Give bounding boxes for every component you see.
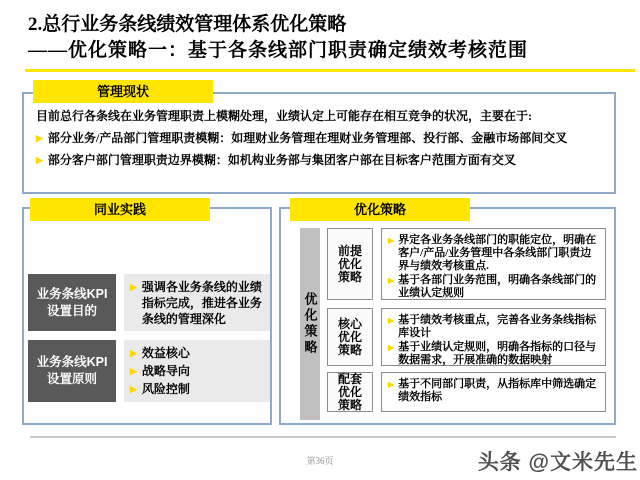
bullet-arrow-icon: ▶ [130, 384, 137, 394]
kpi-principle-header-line1: 业务条线KPI [36, 355, 108, 369]
core-strategy-label-line: 核心 [337, 316, 362, 331]
supporting-strategy-bullet: 基于不同部门职责，从指标库中筛选确定绩效指标 [398, 378, 597, 403]
current-status-content [24, 94, 614, 170]
kpi-principle-bullet: 风险控制 [141, 382, 190, 396]
bullet-arrow-icon: ▶ [388, 343, 395, 352]
bullet-arrow-icon: ▶ [388, 276, 395, 285]
list-item [36, 150, 606, 170]
section-label-optimization: 优化策略 [290, 198, 470, 221]
list-item [388, 274, 599, 300]
core-strategy-bullet: 基于业绩认定规则，明确各指标的口径与数据需求，开展准确的数据映射 [398, 341, 597, 366]
optimization-panel [279, 207, 616, 425]
core-strategy-label-line: 优化 [337, 329, 362, 344]
bullet-arrow-icon: ▶ [36, 133, 43, 143]
current-status-bullet: 部分业务/产品部门管理职责模糊：如理财业务管理在理财业务管理部、投行部、金融市场部间交叉 [47, 131, 568, 145]
list-item [388, 234, 599, 273]
kpi-principle-header-line2: 设置原则 [46, 372, 97, 386]
kpi-principle-header [28, 340, 116, 402]
kpi-purpose-content [124, 274, 270, 331]
kpi-purpose-header [28, 274, 116, 331]
kpi-principle-bullet: 战略导向 [141, 364, 190, 378]
page-title-line2: ——优化策略一：基于各条线部门职责确定绩效考核范围 [28, 40, 529, 61]
list-item [36, 128, 606, 148]
bullet-arrow-icon: ▶ [388, 236, 395, 245]
core-strategy-label-line: 策略 [337, 342, 362, 357]
footer-divider [30, 436, 616, 438]
list-item [388, 341, 599, 367]
current-status-bullet: 部分客户部门管理职责边界模糊：如机构业务部与集团客户部在目标客户范围方面有交叉 [47, 153, 516, 167]
kpi-purpose-header-line1: 业务条线KPI [36, 286, 108, 301]
premise-strategy-bullet: 界定各业务条线部门的职能定位，明确在客户/产品/业务管理中各条线部门职责边界与绩效考核重点. [398, 234, 597, 272]
bullet-arrow-icon: ▶ [36, 155, 43, 165]
premise-strategy-content [381, 228, 606, 300]
list-item [130, 363, 266, 380]
list-item [388, 378, 599, 404]
section-label-current-status: 管理现状 [33, 80, 213, 103]
premise-strategy-bullet: 基于各部门业务范围，明确各条线部门的业绩认定规则 [398, 274, 597, 299]
list-item [130, 381, 266, 398]
kpi-principle-content [124, 340, 270, 402]
page-title-line1: 2.总行业务条线绩效管理体系优化策略 [28, 14, 347, 35]
list-item [388, 314, 599, 340]
list-item [130, 345, 266, 362]
kpi-purpose-bullet: 强调各业务条线的业绩指标完成，推进各业务条线的管理深化 [141, 280, 262, 326]
optimization-side-bar: 优化策略 [300, 228, 320, 420]
premise-strategy-label-line: 前提 [337, 243, 362, 258]
title-underline [25, 69, 635, 72]
premise-strategy-label [327, 228, 373, 300]
supporting-strategy-label-line: 优化 [337, 384, 362, 399]
current-status-panel [22, 92, 616, 194]
industry-practice-panel [22, 207, 272, 425]
core-strategy-label [327, 308, 373, 366]
core-strategy-bullet: 基于绩效考核重点，完善各业务条线指标库设计 [398, 314, 597, 339]
bullet-arrow-icon: ▶ [130, 348, 137, 358]
supporting-strategy-label-line: 配套 [337, 371, 362, 386]
core-strategy-content [381, 308, 606, 366]
current-status-intro: 目前总行各条线在业务管理职责上模糊处理，业绩认定上可能存在相互竞争的状况，主要在于: [36, 109, 532, 123]
supporting-strategy-label-line: 策略 [337, 397, 362, 412]
premise-strategy-label-line: 策略 [337, 269, 362, 284]
bullet-arrow-icon: ▶ [388, 380, 395, 389]
watermark: 头条 @文米先生 [477, 451, 638, 474]
supporting-strategy-content [381, 372, 606, 412]
page-number: 第36页 [306, 456, 334, 466]
section-label-industry-practice: 同业实践 [30, 198, 210, 221]
supporting-strategy-label [327, 372, 373, 412]
bullet-arrow-icon: ▶ [388, 316, 395, 325]
title-block [28, 12, 528, 64]
kpi-purpose-header-line2: 设置目的 [46, 303, 97, 318]
premise-strategy-label-line: 优化 [337, 256, 362, 271]
bullet-arrow-icon: ▶ [130, 366, 137, 376]
list-item [130, 279, 266, 327]
kpi-principle-bullet: 效益核心 [141, 346, 190, 360]
bullet-arrow-icon: ▶ [130, 282, 137, 292]
